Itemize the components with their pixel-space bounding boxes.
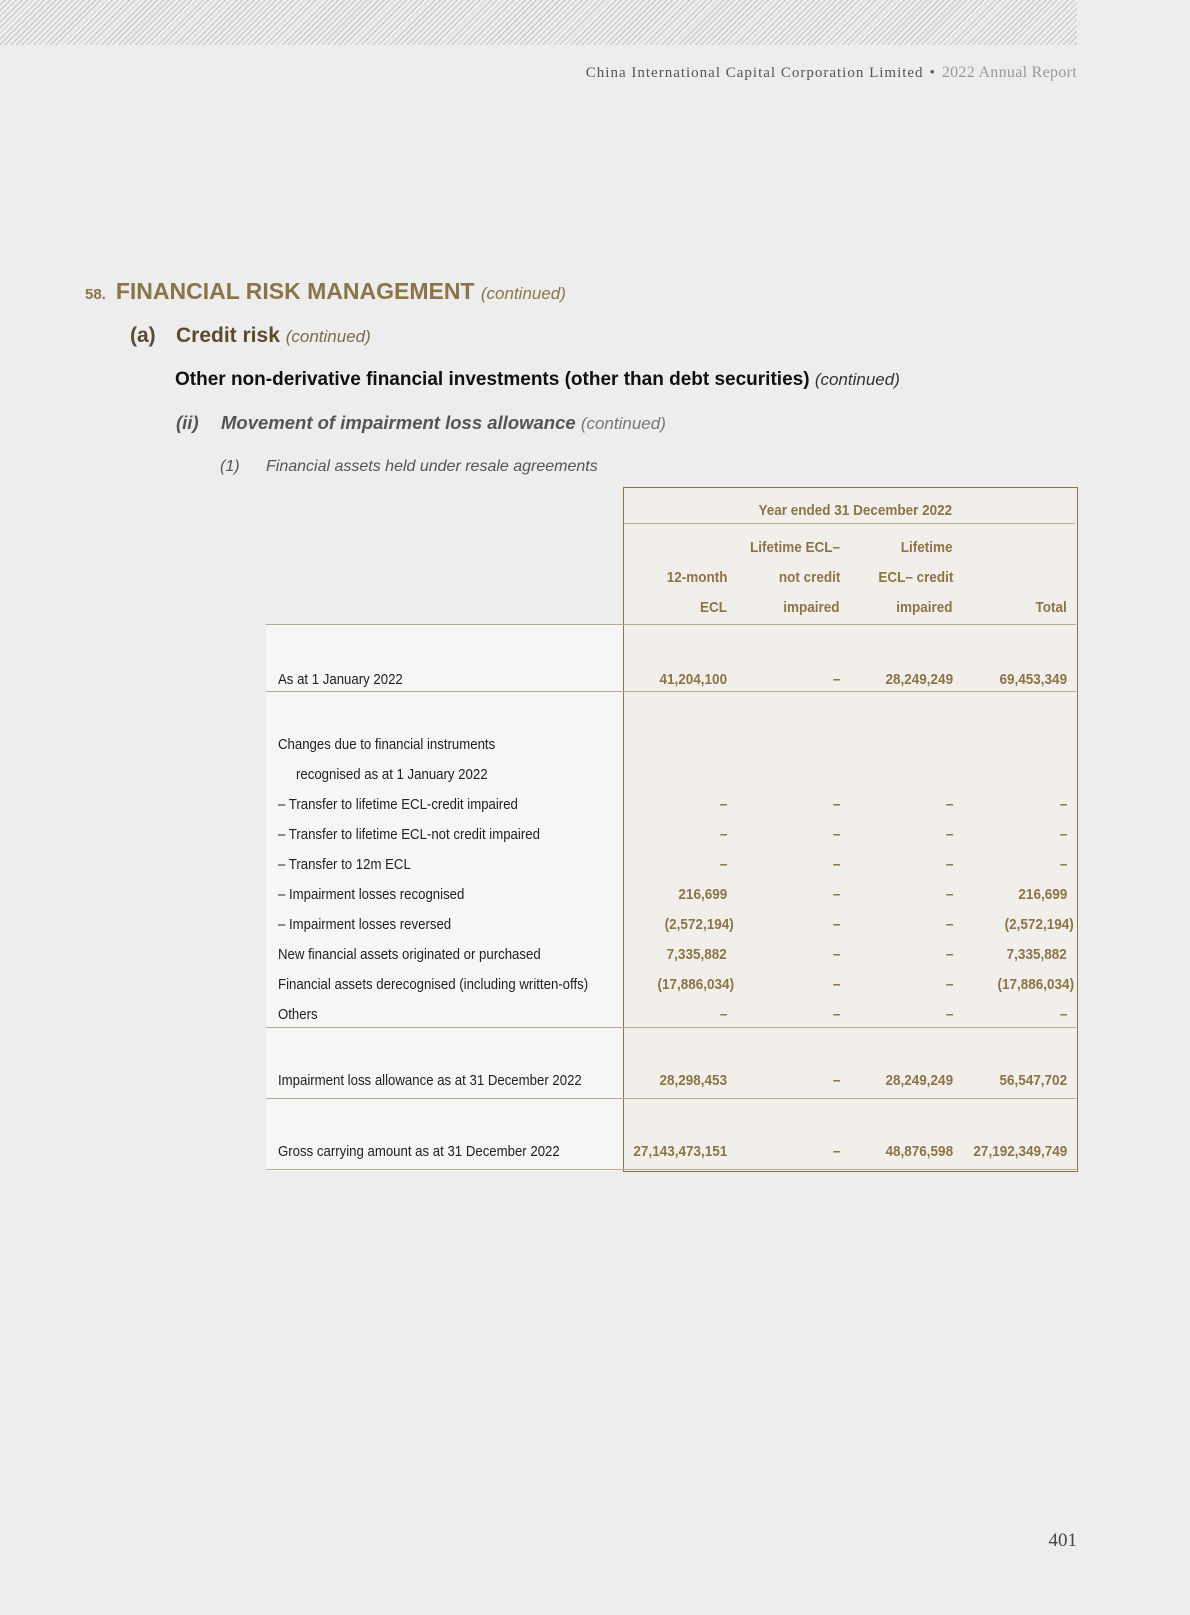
row-value: – [832,886,840,903]
company-name: China International Capital Corporation Limited [585,65,924,81]
gross-rule [266,1169,1076,1170]
row-value: 7,335,882 [666,946,727,963]
gross-label: Gross carrying amount as at 31 December 2022 [278,1143,560,1160]
row-value: – [832,1006,840,1023]
row-label: Financial assets derecognised (including written-offs) [278,976,589,993]
col4-header: Total [1035,599,1067,616]
decorative-hatch-band [0,0,1077,45]
closing-col4: 56,547,702 [999,1072,1067,1089]
row-value: – [1059,1006,1067,1023]
group-header: Year ended 31 December 2022 [758,502,952,519]
subtopic-title: Movement of impairment loss allowance [221,412,576,433]
row-label: – Transfer to 12m ECL [278,856,411,873]
opening-label: As at 1 January 2022 [278,671,403,688]
closing-col1: 28,298,453 [659,1072,727,1089]
row-value: – [832,916,840,933]
row-value: – [945,826,953,843]
col3-header-line2: ECL– credit [877,569,953,586]
row-value: – [945,916,953,933]
subsection-label: (a) [130,324,156,347]
gross-col4: 27,192,349,749 [973,1143,1067,1160]
row-label: – Transfer to lifetime ECL-not credit impaired [278,826,540,843]
subsection-continued: (continued) [285,327,371,346]
running-header [586,64,1077,82]
group-header-rule [624,523,1075,524]
page-number: 401 [1048,1530,1077,1551]
header-bottom-rule [266,624,1076,625]
row-value: – [1059,796,1067,813]
section-number: 58. [85,286,106,303]
gross-col2: – [832,1143,840,1160]
topic-heading [175,369,900,391]
row-value: – [832,826,840,843]
row-value: – [945,886,953,903]
col1-header-line2: ECL [700,599,727,616]
report-title: 2022 Annual Report [941,64,1077,81]
value-columns-box [623,487,1078,1172]
row-value: – [719,826,727,843]
section-heading [85,278,566,305]
row-value: – [719,796,727,813]
gross-col1: 27,143,473,151 [633,1143,727,1160]
row-value: (2,572,194) [664,916,734,933]
row-value: (17,886,034) [997,976,1074,993]
subtopic-continued: (continued) [580,414,666,433]
row-label: – Impairment losses recognised [278,886,465,903]
impairment-table [266,487,1077,1171]
row-value: – [719,1006,727,1023]
col2-header-line1: Lifetime ECL– [749,539,840,556]
opening-col4: 69,453,349 [999,671,1067,688]
closing-col3: 28,249,249 [885,1072,953,1089]
topic-title: Other non-derivative financial investments (other than debt securities) [175,369,810,390]
row-value: – [832,976,840,993]
section-title: FINANCIAL RISK MANAGEMENT [115,278,475,304]
row-value: – [945,796,953,813]
row-value: (2,572,194) [1004,916,1074,933]
subsection-heading [130,324,371,348]
changes-label-line1: Changes due to financial instruments [278,736,496,753]
row-value: 216,699 [678,886,727,903]
col2-header-line3: impaired [783,599,840,616]
row-value: 7,335,882 [1006,946,1067,963]
row-value: – [1059,826,1067,843]
row-value: – [832,946,840,963]
opening-col1: 41,204,100 [659,671,727,688]
opening-col2: – [832,671,840,688]
opening-col3: 28,249,249 [885,671,953,688]
section-continued: (continued) [480,284,566,303]
closing-col2: – [832,1072,840,1089]
closing-label: Impairment loss allowance as at 31 December 2022 [278,1072,582,1089]
closing-rule [266,1098,1076,1099]
row-value: (17,886,034) [657,976,734,993]
item-label: (1) [220,458,240,475]
row-value: – [945,946,953,963]
col3-header-line3: impaired [896,599,953,616]
row-label: – Impairment losses reversed [278,916,452,933]
gross-col3: 48,876,598 [885,1143,953,1160]
row-value: – [945,1006,953,1023]
rows-bottom-rule [266,1027,1076,1028]
row-value: – [945,856,953,873]
topic-continued: (continued) [814,370,900,389]
col1-header-line1: 12-month [666,569,727,586]
subtopic-heading [176,412,666,434]
header-bullet: • [929,65,936,81]
row-value: – [832,796,840,813]
row-value: – [719,856,727,873]
row-label: – Transfer to lifetime ECL-credit impaired [278,796,518,813]
row-value: – [832,856,840,873]
row-value: – [945,976,953,993]
col2-header-line2: not credit [778,569,840,586]
opening-rule [266,691,1076,692]
subtopic-label: (ii) [176,412,199,433]
row-value: – [1059,856,1067,873]
item-title: Financial assets held under resale agreements [266,458,598,475]
subsection-title: Credit risk [176,324,280,347]
row-label: New financial assets originated or purchased [278,946,541,963]
item-heading [220,458,598,476]
col3-header-line1: Lifetime [901,539,953,556]
changes-label-line2: recognised as at 1 January 2022 [296,766,488,783]
row-label: Others [278,1006,318,1023]
row-value: 216,699 [1018,886,1067,903]
